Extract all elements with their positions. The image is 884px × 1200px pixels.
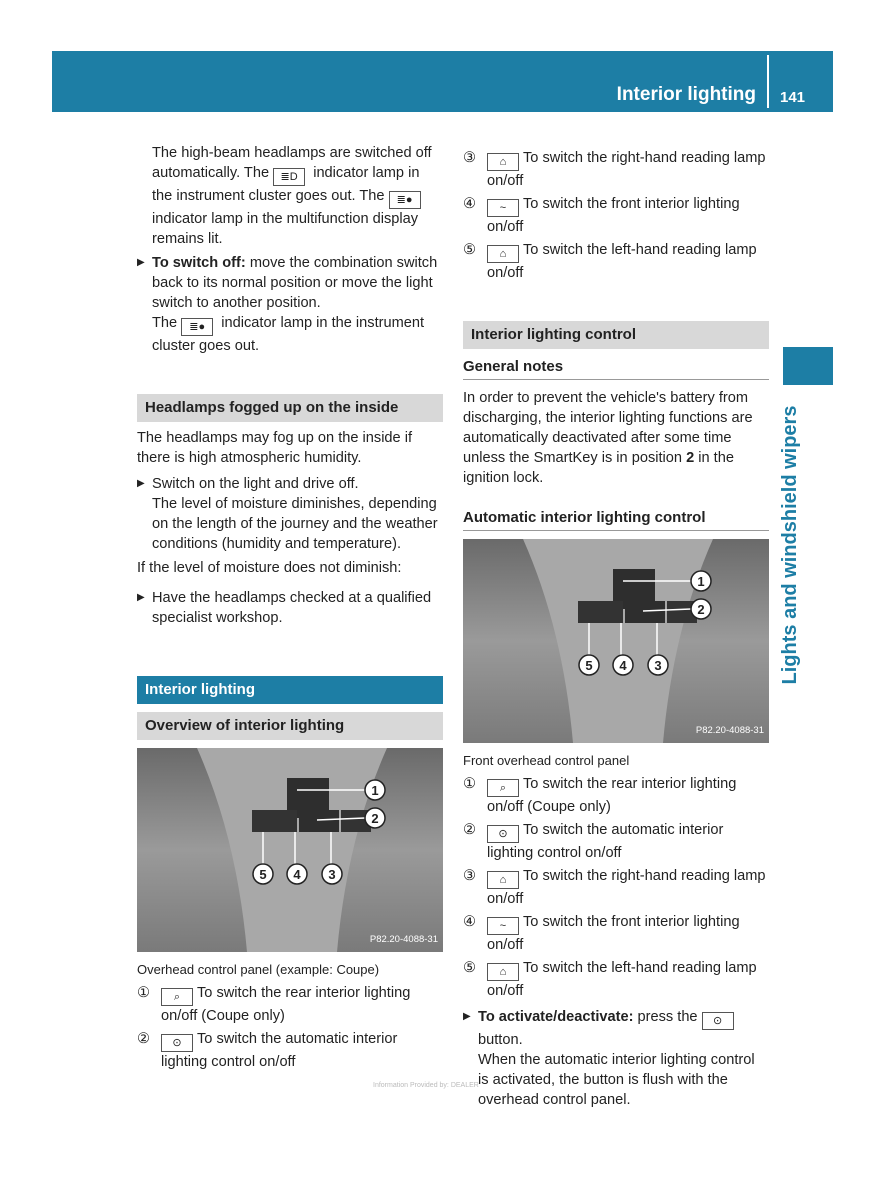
text: indicator lamp in the multifunction display remains lit.: [152, 211, 419, 247]
legend-item: [137, 1029, 443, 1072]
text: button.: [478, 1032, 523, 1048]
legend-number: ③: [463, 150, 477, 166]
legend-number: ②: [137, 1031, 151, 1047]
legend-text: To switch the automatic interior lighting control on/off: [487, 822, 724, 861]
photo-caption: Front overhead control panel: [463, 753, 630, 768]
left-column: [137, 143, 443, 628]
legend-number: ⑤: [463, 242, 477, 258]
legend-text: To switch the front interior lighting on/off: [487, 914, 740, 953]
control-button-icon: ⌂: [487, 153, 519, 171]
text: in the ignition lock.: [463, 450, 734, 486]
legend-number: ④: [463, 196, 477, 212]
page-number: 141: [780, 89, 806, 106]
callout-4: 4: [619, 658, 627, 673]
legend-item: [137, 983, 443, 1026]
legend-item: [463, 820, 769, 863]
page-section-title: Interior lighting: [616, 84, 756, 105]
text: In order to prevent the vehicle's battery from discharging, the interior lighting functions are automatically deactivated after some time unless the SmartKey is in position: [463, 390, 753, 466]
legend-text: To switch the left-hand reading lamp on/off: [487, 960, 757, 999]
control-button-icon: ~: [487, 199, 519, 217]
highbeam-assist-icon: ≣●: [181, 318, 213, 336]
bullet-triangle-icon: ▶: [137, 478, 145, 489]
callout-2: 2: [371, 811, 379, 826]
switch-off-label: To switch off:: [152, 255, 246, 271]
legend-text: To switch the right-hand reading lamp on/off: [487, 868, 766, 907]
control-button-icon: ⌕: [161, 988, 193, 1006]
legend-item: [463, 958, 769, 1001]
automatic-control-heading: Automatic interior lighting control: [463, 508, 769, 531]
side-tab-marker: [783, 347, 833, 385]
legend-text: To switch the right-hand reading lamp on/off: [487, 150, 766, 189]
legend-item: [463, 240, 769, 283]
fog-bullet-2: [137, 588, 443, 628]
fog-paragraph-2: If the level of moisture does not diminish:: [137, 560, 402, 576]
control-button-icon: ⌂: [487, 871, 519, 889]
left-column-lower: [137, 676, 443, 1072]
control-button-icon: ⌕: [487, 779, 519, 797]
highbeam-paragraph: [137, 143, 443, 249]
callout-4: 4: [293, 867, 301, 882]
fog-heading: Headlamps fogged up on the inside: [137, 394, 443, 422]
auto-lighting-button-icon: ⊙: [702, 1012, 734, 1030]
text: When the automatic interior lighting control is activated, the button is flush with the overhead control panel.: [478, 1052, 755, 1108]
photo-code: P82.20-4088-31: [369, 934, 438, 945]
text: indicator lamp in the instrument cluster goes out.: [152, 315, 425, 354]
legend-number: ①: [463, 776, 477, 792]
overview-heading: Overview of interior lighting: [137, 712, 443, 740]
control-button-icon: ⌂: [487, 963, 519, 981]
bullet-triangle-icon: ▶: [463, 1011, 471, 1022]
general-notes-heading: General notes: [463, 357, 769, 380]
legend-number: ④: [463, 914, 477, 930]
right-column: [463, 145, 769, 1110]
photo-code: P82.20-4088-31: [695, 725, 764, 736]
fog-bullet-1: [137, 474, 443, 554]
overhead-panel-photo: [137, 748, 443, 952]
callout-1: 1: [697, 574, 705, 589]
callout-1: 1: [371, 783, 379, 798]
overhead-panel-illustration: [137, 748, 443, 952]
text: move the combination switch back to its normal position or move the light switch to another position.: [152, 255, 438, 311]
switch-off-instruction: [137, 253, 443, 356]
legend-item: [463, 194, 769, 237]
smartkey-position: 2: [686, 450, 695, 466]
left-legend-list: [137, 983, 443, 1072]
legend-number: ②: [463, 822, 477, 838]
legend-item: [463, 148, 769, 191]
activate-label: To activate/deactivate:: [478, 1009, 634, 1025]
control-button-icon: ⌂: [487, 245, 519, 263]
interior-lighting-heading: Interior lighting: [137, 676, 443, 704]
right-legend-list-top: [463, 148, 769, 283]
legend-item: [463, 774, 769, 817]
text: The: [152, 315, 182, 331]
photo-caption: Overhead control panel (example: Coupe): [137, 962, 380, 977]
fog-paragraph: The headlamps may fog up on the inside if there is high atmospheric humidity.: [137, 430, 413, 466]
legend-number: ⑤: [463, 960, 477, 976]
activate-instruction: [463, 1007, 769, 1110]
header-divider: [767, 55, 769, 108]
callout-2: 2: [697, 602, 705, 617]
side-tab-label: Lights and windshield wipers: [779, 405, 801, 685]
callout-5: 5: [585, 658, 593, 673]
control-button-icon: ⊙: [161, 1034, 193, 1052]
legend-item: [463, 912, 769, 955]
text: Switch on the light and drive off.: [152, 476, 359, 492]
right-legend-list: [463, 774, 769, 1001]
control-button-icon: ~: [487, 917, 519, 935]
legend-item: [463, 866, 769, 909]
legend-number: ③: [463, 868, 477, 884]
legend-text: To switch the rear interior lighting on/off (Coupe only): [487, 776, 737, 815]
header-bar: [52, 51, 833, 112]
text: Have the headlamps checked at a qualified specialist workshop.: [152, 590, 432, 626]
legend-number: ①: [137, 985, 151, 1001]
front-overhead-panel-photo: [463, 539, 769, 743]
text: indicator lamp in the instrument cluster goes out. The: [152, 165, 420, 204]
front-overhead-panel-illustration: [463, 539, 769, 743]
text: The high-beam headlamps are switched off automatically. The: [152, 145, 432, 181]
highbeam-indicator-icon: ≣D: [273, 168, 305, 186]
text: press the: [633, 1009, 702, 1025]
highbeam-assist-icon: ≣●: [389, 191, 421, 209]
callout-3: 3: [654, 658, 662, 673]
legend-text: To switch the rear interior lighting on/off (Coupe only): [161, 985, 411, 1024]
general-notes-paragraph: [463, 388, 769, 488]
legend-text: To switch the automatic interior lighting control on/off: [161, 1031, 398, 1070]
bullet-triangle-icon: ▶: [137, 257, 145, 268]
control-button-icon: ⊙: [487, 825, 519, 843]
interior-lighting-control-heading: Interior lighting control: [463, 321, 769, 349]
text: The level of moisture diminishes, depending on the length of the journey and the weather conditions (humidity and temperature).: [152, 496, 438, 552]
callout-3: 3: [328, 867, 336, 882]
legend-text: To switch the left-hand reading lamp on/off: [487, 242, 757, 281]
callout-5: 5: [259, 867, 267, 882]
bullet-triangle-icon: ▶: [137, 592, 145, 603]
watermark: Information Provided by: DEALER: [373, 1082, 479, 1089]
legend-text: To switch the front interior lighting on/off: [487, 196, 740, 235]
